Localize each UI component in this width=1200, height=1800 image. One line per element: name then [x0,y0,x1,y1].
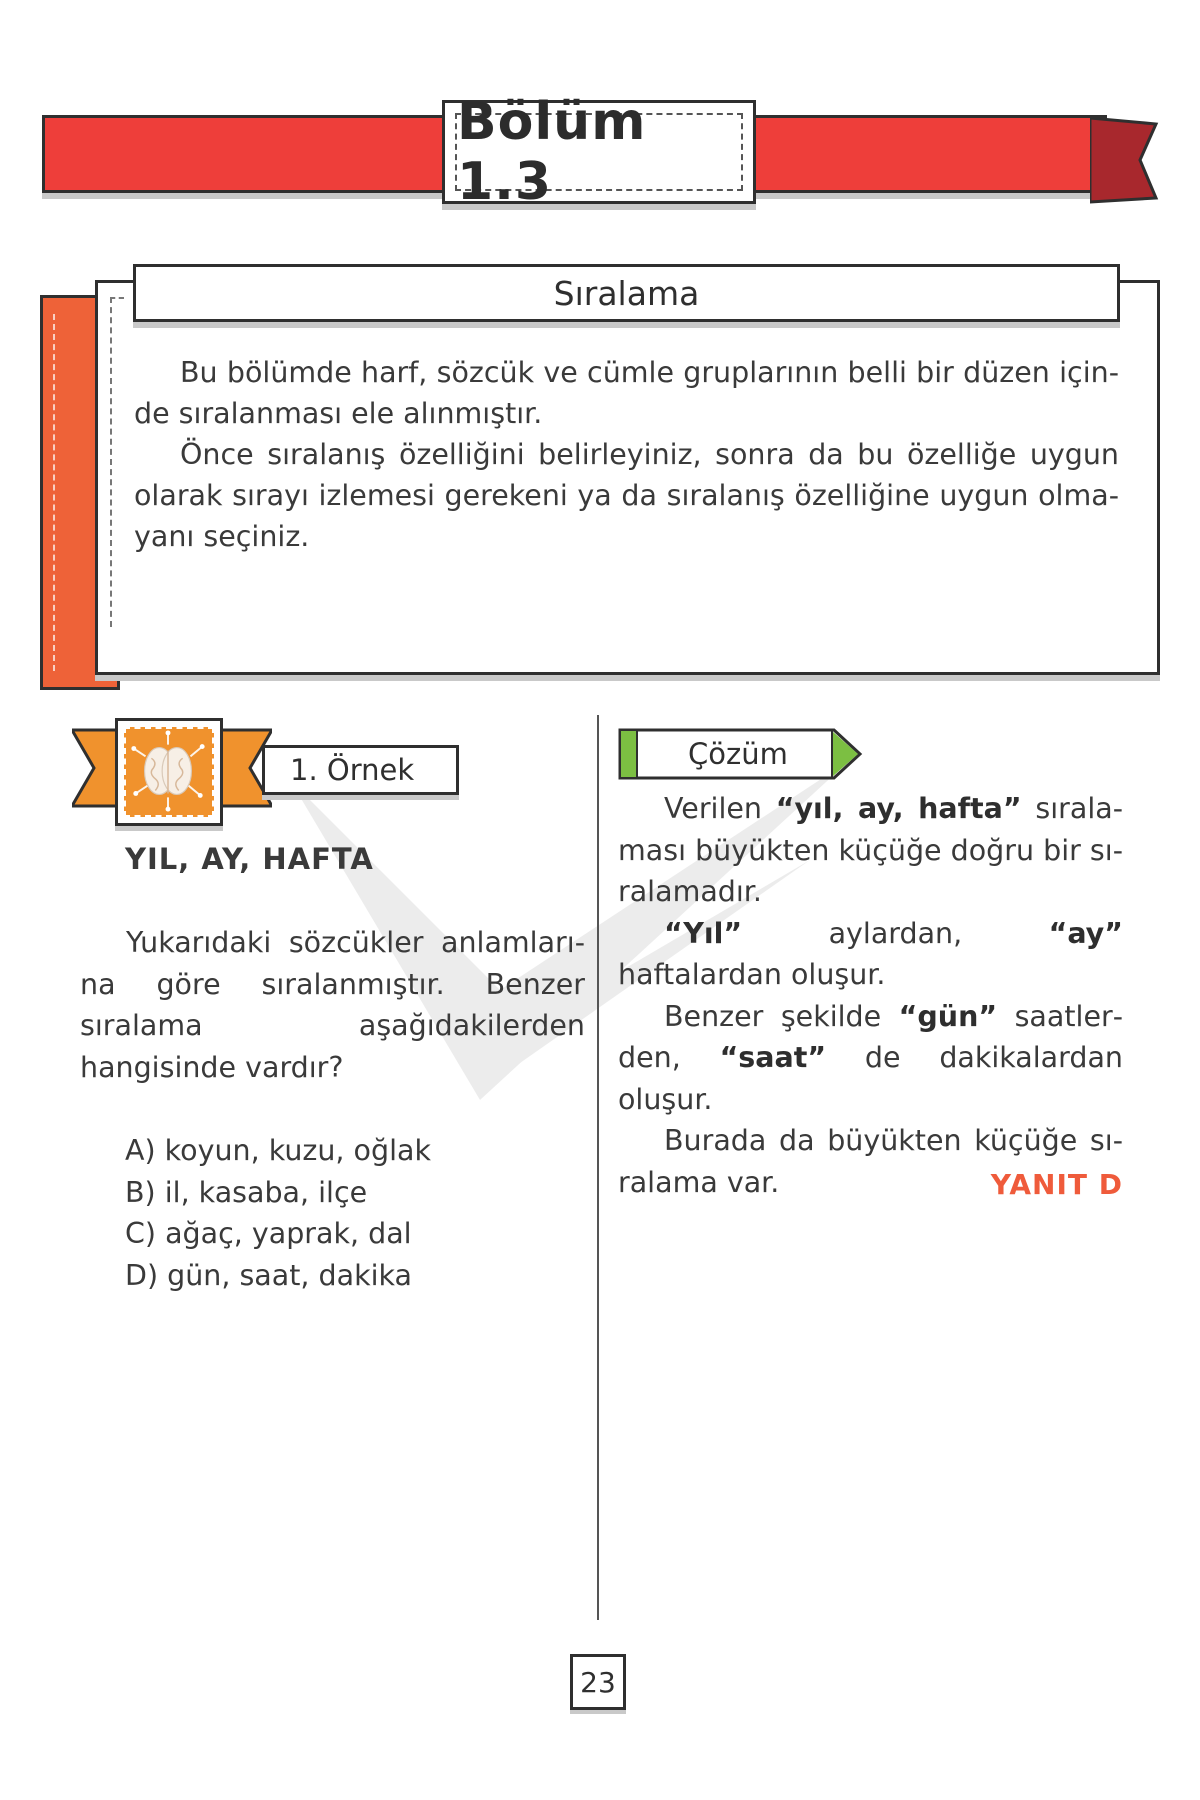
example-icon-box [115,718,223,826]
banner-tail [1090,118,1160,208]
answer-options [125,1130,431,1296]
solution-label: Çözüm [688,737,788,771]
section-title-box [442,92,756,212]
solution-paragraph-2 [618,913,1123,996]
option-a: A) koyun, kuzu, oğlak [125,1134,431,1167]
solution-paragraph-3 [618,996,1123,1121]
title-dashed-frame [455,92,743,212]
example-label-box [262,745,459,795]
page-number: 23 [580,1665,616,1699]
side-tab-stitch [53,314,55,671]
solution-emphasis: “ay” [1048,916,1123,950]
intro-heading: Sıralama [553,273,700,313]
option-b: B) il, kasaba, ilçe [125,1175,368,1209]
option-d: D) gün, saat, dakika [125,1258,412,1292]
solution-text-fragment: Verilen [664,792,776,825]
solution-text-fragment: saatlerden, [618,999,1123,1074]
example-label: 1. Örnek [290,753,415,787]
answer-label: YANIT D [990,1168,1123,1201]
intro-stitch [110,297,112,627]
solution-paragraph-1 [618,788,1123,913]
question-text: Yukarıdaki sözcükler anlamlarına göre sıralanmıştır. Benzer sıralama aşağıdakilerden hangisinde vardır? [80,926,585,1084]
intro-text [134,352,1119,557]
solution-emphasis: “yıl, ay, hafta” [775,792,1022,825]
intro-corner-mark [110,297,124,299]
solution-text-fragment: Benzer şekilde [664,999,899,1033]
solution-emphasis: “saat” [719,1041,827,1074]
intro-heading-bar [133,264,1120,322]
solution-text-fragment: aylardan, [742,916,1049,950]
example-question [80,922,585,1088]
column-divider [597,715,599,1620]
solution-emphasis: “gün” [898,999,998,1033]
section-title: Bölüm 1.3 [457,92,647,212]
solution-text-fragment: de dakikalardan oluşur. [618,1041,1123,1116]
solution-text [618,788,1123,1203]
option-c: C) ağaç, yaprak, dal [125,1217,412,1250]
solution-paragraph-4: Burada da büyükten küçüğe sıralama var. [618,1124,1123,1199]
solution-text-fragment: sıralaması büyükten küçüğe doğru bir sıralamadır. [618,792,1124,908]
brain-icon [124,727,214,817]
solution-text-fragment: haftalardan oluşur. [618,958,886,991]
intro-paragraph-2: Önce sıralanış özelliğini belirleyiniz, sonra da bu özelliğe uygun olarak sırayı izlemesi gerekeni ya da sıralanış özelliğine uygun olmayanı seçiniz. [134,438,1119,553]
example-words: YIL, AY, HAFTA [125,842,374,876]
page-number-box [570,1654,626,1710]
solution-emphasis: “Yıl” [664,916,743,950]
intro-paragraph-1: Bu bölümde harf, sözcük ve cümle gruplarının belli bir düzen içinde sıralanması ele alınmıştır. [134,356,1119,430]
